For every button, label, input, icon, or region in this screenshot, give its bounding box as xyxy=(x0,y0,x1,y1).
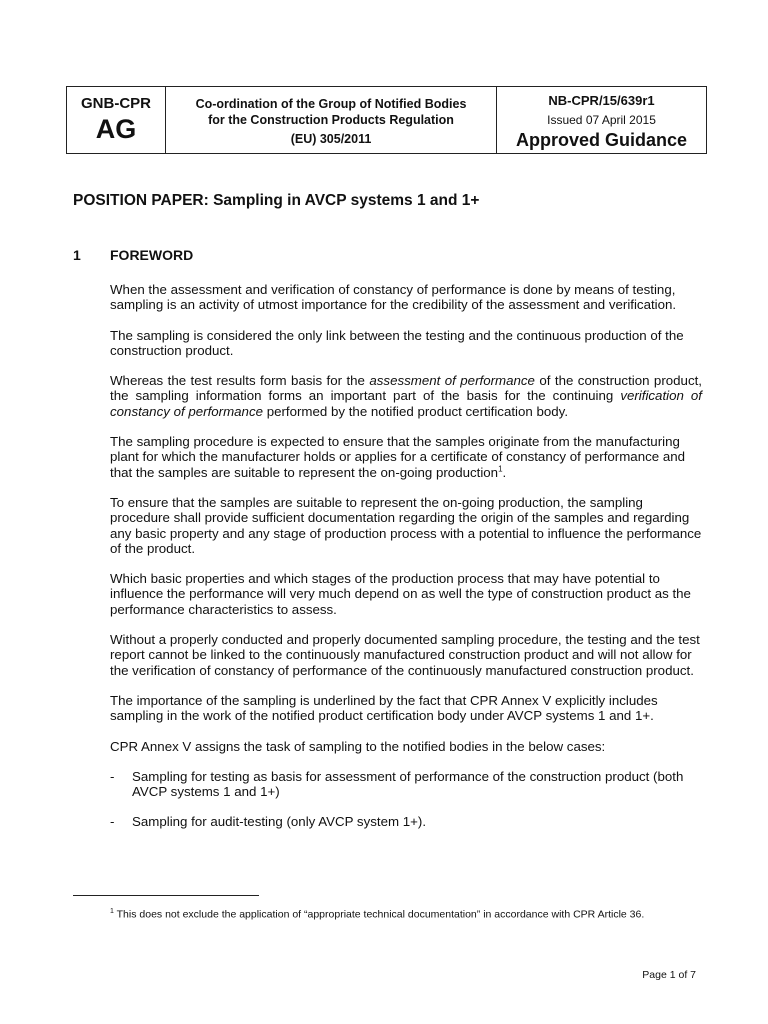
paragraph: When the assessment and verification of constancy of performance is done by means of testing, sampling is an activity of utmost importance for the credibility of the assessment and verification. xyxy=(110,282,677,313)
coordination-line-2: for the Construction Products Regulation xyxy=(208,113,454,127)
org-abbr: AG xyxy=(95,114,137,144)
paragraph: Which basic properties and which stages of the production process that may have potential to influence the performance will very much depend on as well the type of construction product as the performance characteristics to assess. xyxy=(110,571,691,617)
list-marker: - xyxy=(110,768,115,784)
footnote-reference[interactable]: 1 xyxy=(498,464,503,474)
section-heading xyxy=(73,247,193,263)
paragraph: The sampling is considered the only link between the testing and the continuous production of the construction product. xyxy=(110,327,684,358)
paragraph-text: performed by the notified product certification body. xyxy=(263,403,569,419)
emphasis-text: verification of constancy of performance xyxy=(110,388,702,419)
document-header-table xyxy=(66,86,707,154)
paragraph: The importance of the sampling is underlined by the fact that CPR Annex V explicitly includes sampling in the work of the notified product certification body under AVCP systems 1 and 1+. xyxy=(110,692,658,724)
footnote xyxy=(110,908,644,921)
page-title: POSITION PAPER: Sampling in AVCP systems 1 and 1+ xyxy=(73,192,480,209)
doc-status: Approved Guidance xyxy=(515,130,688,150)
list-marker: - xyxy=(110,814,115,830)
paragraph xyxy=(110,434,702,480)
section-number: 1 xyxy=(73,247,81,263)
org-name: GNB-CPR xyxy=(81,95,151,112)
paragraph: CPR Annex V assigns the task of sampling to the notified bodies in the below cases: xyxy=(110,738,606,754)
footnote-divider xyxy=(73,895,259,896)
list-item-text: Sampling for audit-testing (only AVCP system 1+). xyxy=(132,814,427,830)
paragraph-text: Whereas the test results form basis for the xyxy=(110,373,370,389)
issued-date: Issued 07 April 2015 xyxy=(547,113,656,127)
section-title: FOREWORD xyxy=(110,247,194,263)
coordination-line-3: (EU) 305/2011 xyxy=(290,132,372,146)
header-org-cell xyxy=(67,87,166,153)
header-coordination-cell xyxy=(166,87,497,153)
paragraph-text: . xyxy=(502,464,507,480)
paragraph-text: The sampling procedure is expected to ensure that the samples originate from the manufacturing plant for which the manufacturer holds or applies for a certificate of constancy of performance and that the samples are suitable to represent the on-going production xyxy=(110,434,686,480)
list-item xyxy=(110,814,702,829)
page-number: Page 1 of 7 xyxy=(642,969,696,981)
footnote-marker: 1 xyxy=(110,908,114,915)
paragraph: Without a properly conducted and properly documented sampling procedure, the testing and the test report cannot be linked to the continuously manufactured construction product and will not allow for the verification of constancy of performance of the continuously manufactured construction product. xyxy=(110,632,700,678)
list-item xyxy=(110,769,702,800)
foreword-body xyxy=(110,282,702,845)
paragraph xyxy=(110,373,702,419)
paragraph: To ensure that the samples are suitable to represent the on-going production, the sampling procedure shall provide sufficient documentation regarding the origin of the samples and regarding any basic property and any stage of production process with a potential to influence the performance of the product. xyxy=(110,494,702,556)
header-reference-cell xyxy=(497,87,706,153)
list-item-text: Sampling for testing as basis for assessment of performance of the construction product (both AVCP systems 1 and 1+) xyxy=(132,768,684,800)
doc-reference: NB-CPR/15/639r1 xyxy=(548,93,655,108)
footnote-text: This does not exclude the application of “appropriate technical documentation” in accordance with CPR Article 36. xyxy=(113,908,645,921)
emphasis-text: assessment of performance xyxy=(369,373,535,389)
coordination-line-1: Co-ordination of the Group of Notified Bodies xyxy=(195,97,467,111)
paragraph-text: of the construction product, the sampling information forms an important part of the basis for the continuing xyxy=(110,373,702,404)
